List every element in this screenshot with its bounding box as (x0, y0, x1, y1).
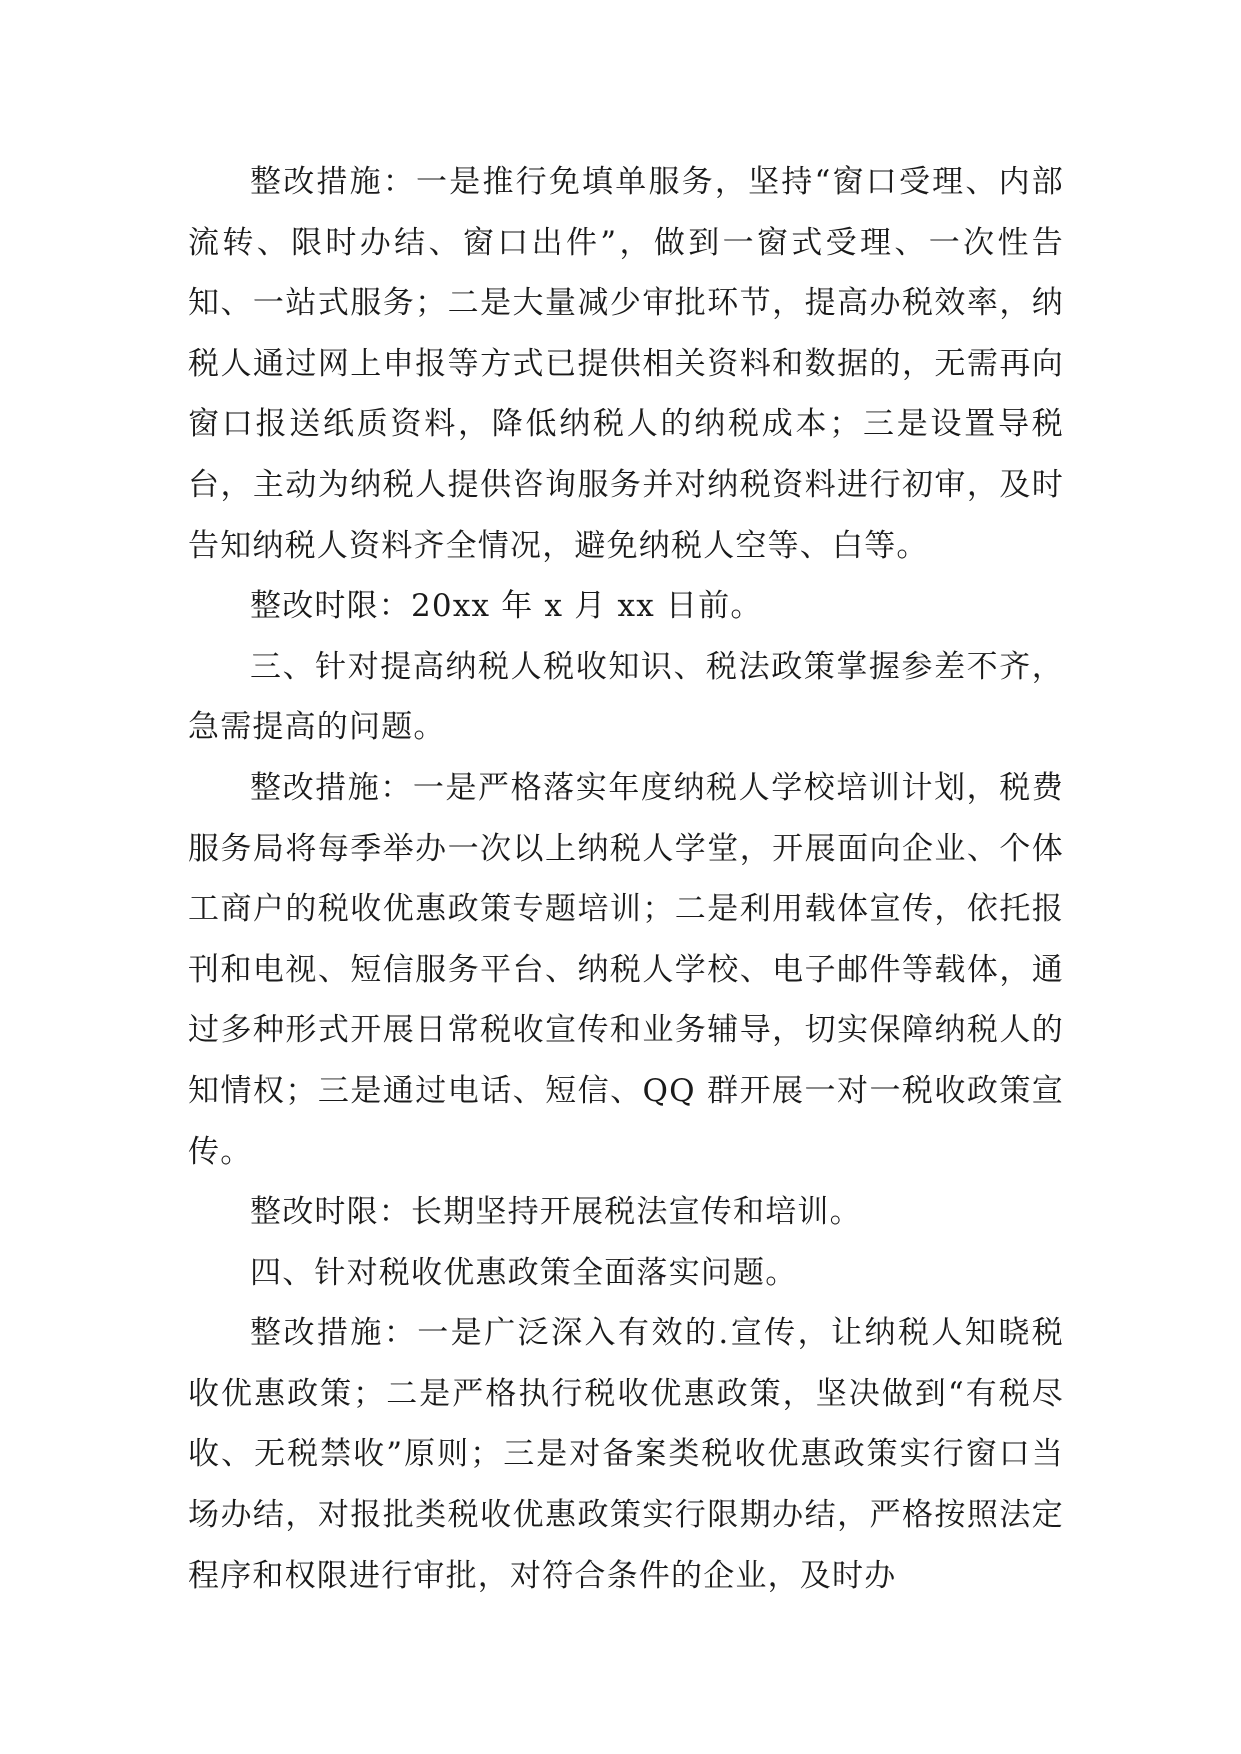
paragraph-heading-3: 三、针对提高纳税人税收知识、税法政策掌握参差不齐，急需提高的问题。 (188, 648, 1064, 746)
paragraph-measures-2: 整改措施：一是严格落实年度纳税人学校培训计划，税费服务局将每季举办一次以上纳税人学堂，开展面向企业、个体工商户的税收优惠政策专题培训；二是利用载体宣传，依托报刊和电视、短信服务平台、纳税人学校、电子邮件等载体，通过多种形式开展日常税收宣传和业务辅导，切实保障纳税人的知情权；三是通过电话、短信、QQ 群开展一对一税收政策宣传。 (188, 769, 1064, 1170)
paragraph-measures-3: 整改措施：一是广泛深入有效的.宣传，让纳税人知晓税收优惠政策；二是严格执行税收优惠政策，坚决做到“有税尽收、无税禁收”原则；三是对备案类税收优惠政策实行窗口当场办结，对报批类税收优惠政策实行限期办结，严格按照法定程序和权限进行审批，对符合条件的企业，及时办 (188, 1315, 1064, 1594)
paragraph-deadline-1: 整改时限：20xx 年 x 月 xx 日前。 (250, 588, 763, 625)
document-body (188, 152, 1064, 1606)
paragraph-measures-1: 整改措施：一是推行免填单服务，坚持“窗口受理、内部流转、限时办结、窗口出件”，做到一窗式受理、一次性告知、一站式服务；二是大量减少审批环节，提高办税效率，纳税人通过网上申报等方式已提供相关资料和数据的，无需再向窗口报送纸质资料，降低纳税人的纳税成本；三是设置导税台，主动为纳税人提供咨询服务并对纳税资料进行初审，及时告知纳税人资料齐全情况，避免纳税人空等、白等。 (188, 164, 1064, 564)
paragraph-deadline-2: 整改时限：长期坚持开展税法宣传和培训。 (250, 1194, 862, 1231)
paragraph-heading-4: 四、针对税收优惠政策全面落实问题。 (250, 1254, 798, 1291)
